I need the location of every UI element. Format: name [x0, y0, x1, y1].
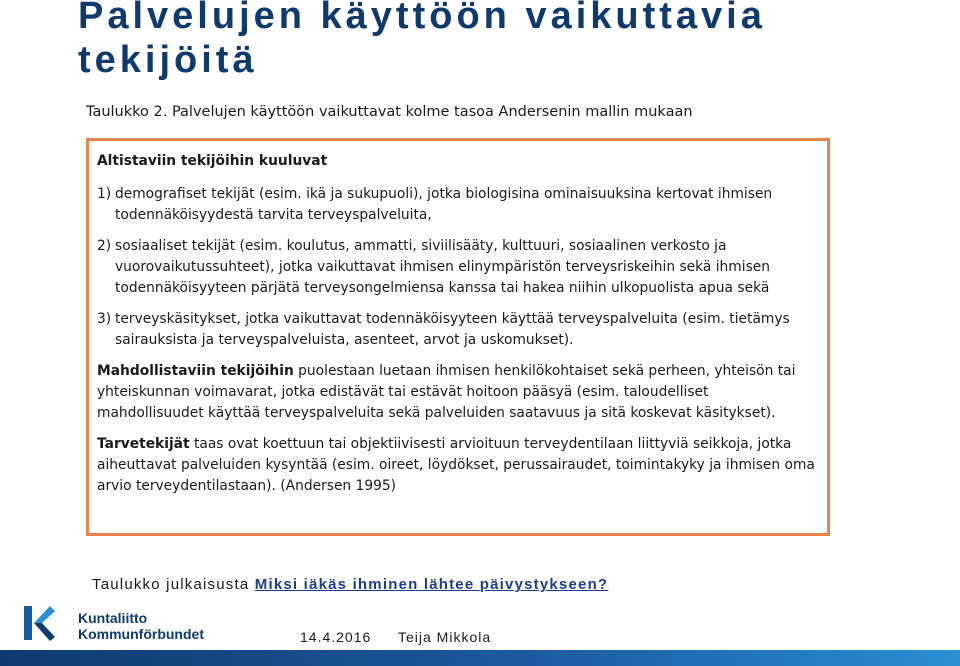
list-item	[97, 184, 817, 226]
list-item-number: 2)	[97, 238, 112, 254]
publication-link[interactable]: Miksi iäkäs ihminen lähtee päivystykseen?	[254, 576, 609, 593]
list-item-number: 3)	[97, 311, 112, 327]
need-factors-paragraph	[97, 434, 817, 497]
andersen-model-table	[86, 138, 830, 536]
list-item-text: demografiset tekijät (esim. ikä ja sukupuoli), jotka biologisina ominaisuuksina kertovat ihmisen todennäköisyydestä tarvita terveyspalveluita,	[115, 186, 773, 223]
enabling-factors-paragraph	[97, 361, 817, 424]
list-item-text: sosiaaliset tekijät (esim. koulutus, ammatti, siviilisääty, kulttuuri, sosiaalinen verkosto ja vuorovaikutussuhteet), jotka vaikuttavat ihmisen elinympäristön terveysriskeihin sekä ihmisen todennäköisyyteen pärjätä terveysongelmiensa kanssa tai hakea niihin ulkopuolista apua sekä	[115, 238, 770, 296]
footer-date: 14.4.2016	[300, 629, 372, 645]
kuntaliitto-logo	[22, 604, 204, 644]
logo-line-2: Kommunförbundet	[78, 626, 204, 642]
bottom-bar	[0, 650, 960, 666]
list-item	[97, 236, 817, 299]
list-item-number: 1)	[97, 186, 112, 202]
need-factors-text: taas ovat koettuun tai objektiivisesti arvioituun terveydentilaan liittyviä seikkoja, jotka aiheuttavat palveluiden kysyntää (esim. oireet, löydökset, perussairaudet, toimintakyky ja ihmisen oma arvio terveydentilastaan). (Andersen 1995)	[97, 436, 815, 494]
logo-line-1: Kuntaliitto	[78, 610, 148, 626]
list-item-text: terveyskäsitykset, jotka vaikuttavat todennäköisyyteen käyttää terveyspalveluita (esim. tietämys sairauksista ja terveyspalveluista, asenteet, arvot ja uskomukset).	[115, 311, 790, 348]
need-factors-term: Tarvetekijät	[97, 436, 190, 452]
list-item	[97, 309, 817, 351]
source-line	[92, 576, 608, 593]
kuntaliitto-emblem-icon	[22, 604, 56, 642]
source-prefix: Taulukko julkaisusta	[92, 576, 255, 593]
enabling-factors-text: puolestaan luetaan ihmisen henkilökohtaiset sekä perheen, yhteisön tai yhteiskunnan voimavarat, jotka edistävät tai estävät hoitoon pääsyä (esim. taloudelliset mahdollisuudet käyttää terveyspalveluita sekä palveluiden saatavuus ja sitä koskevat käsitykset).	[97, 363, 796, 421]
enabling-factors-term: Mahdollistaviin tekijöihin	[97, 363, 294, 379]
table-heading: Altistaviin tekijöihin kuuluvat	[97, 153, 328, 169]
table-caption: Taulukko 2. Palvelujen käyttöön vaikuttavat kolme tasoa Andersenin mallin mukaan	[86, 104, 693, 120]
slide-title: Palvelujen käyttöön vaikuttavia tekijöitä	[78, 0, 766, 81]
footer-author: Teija Mikkola	[398, 629, 492, 645]
